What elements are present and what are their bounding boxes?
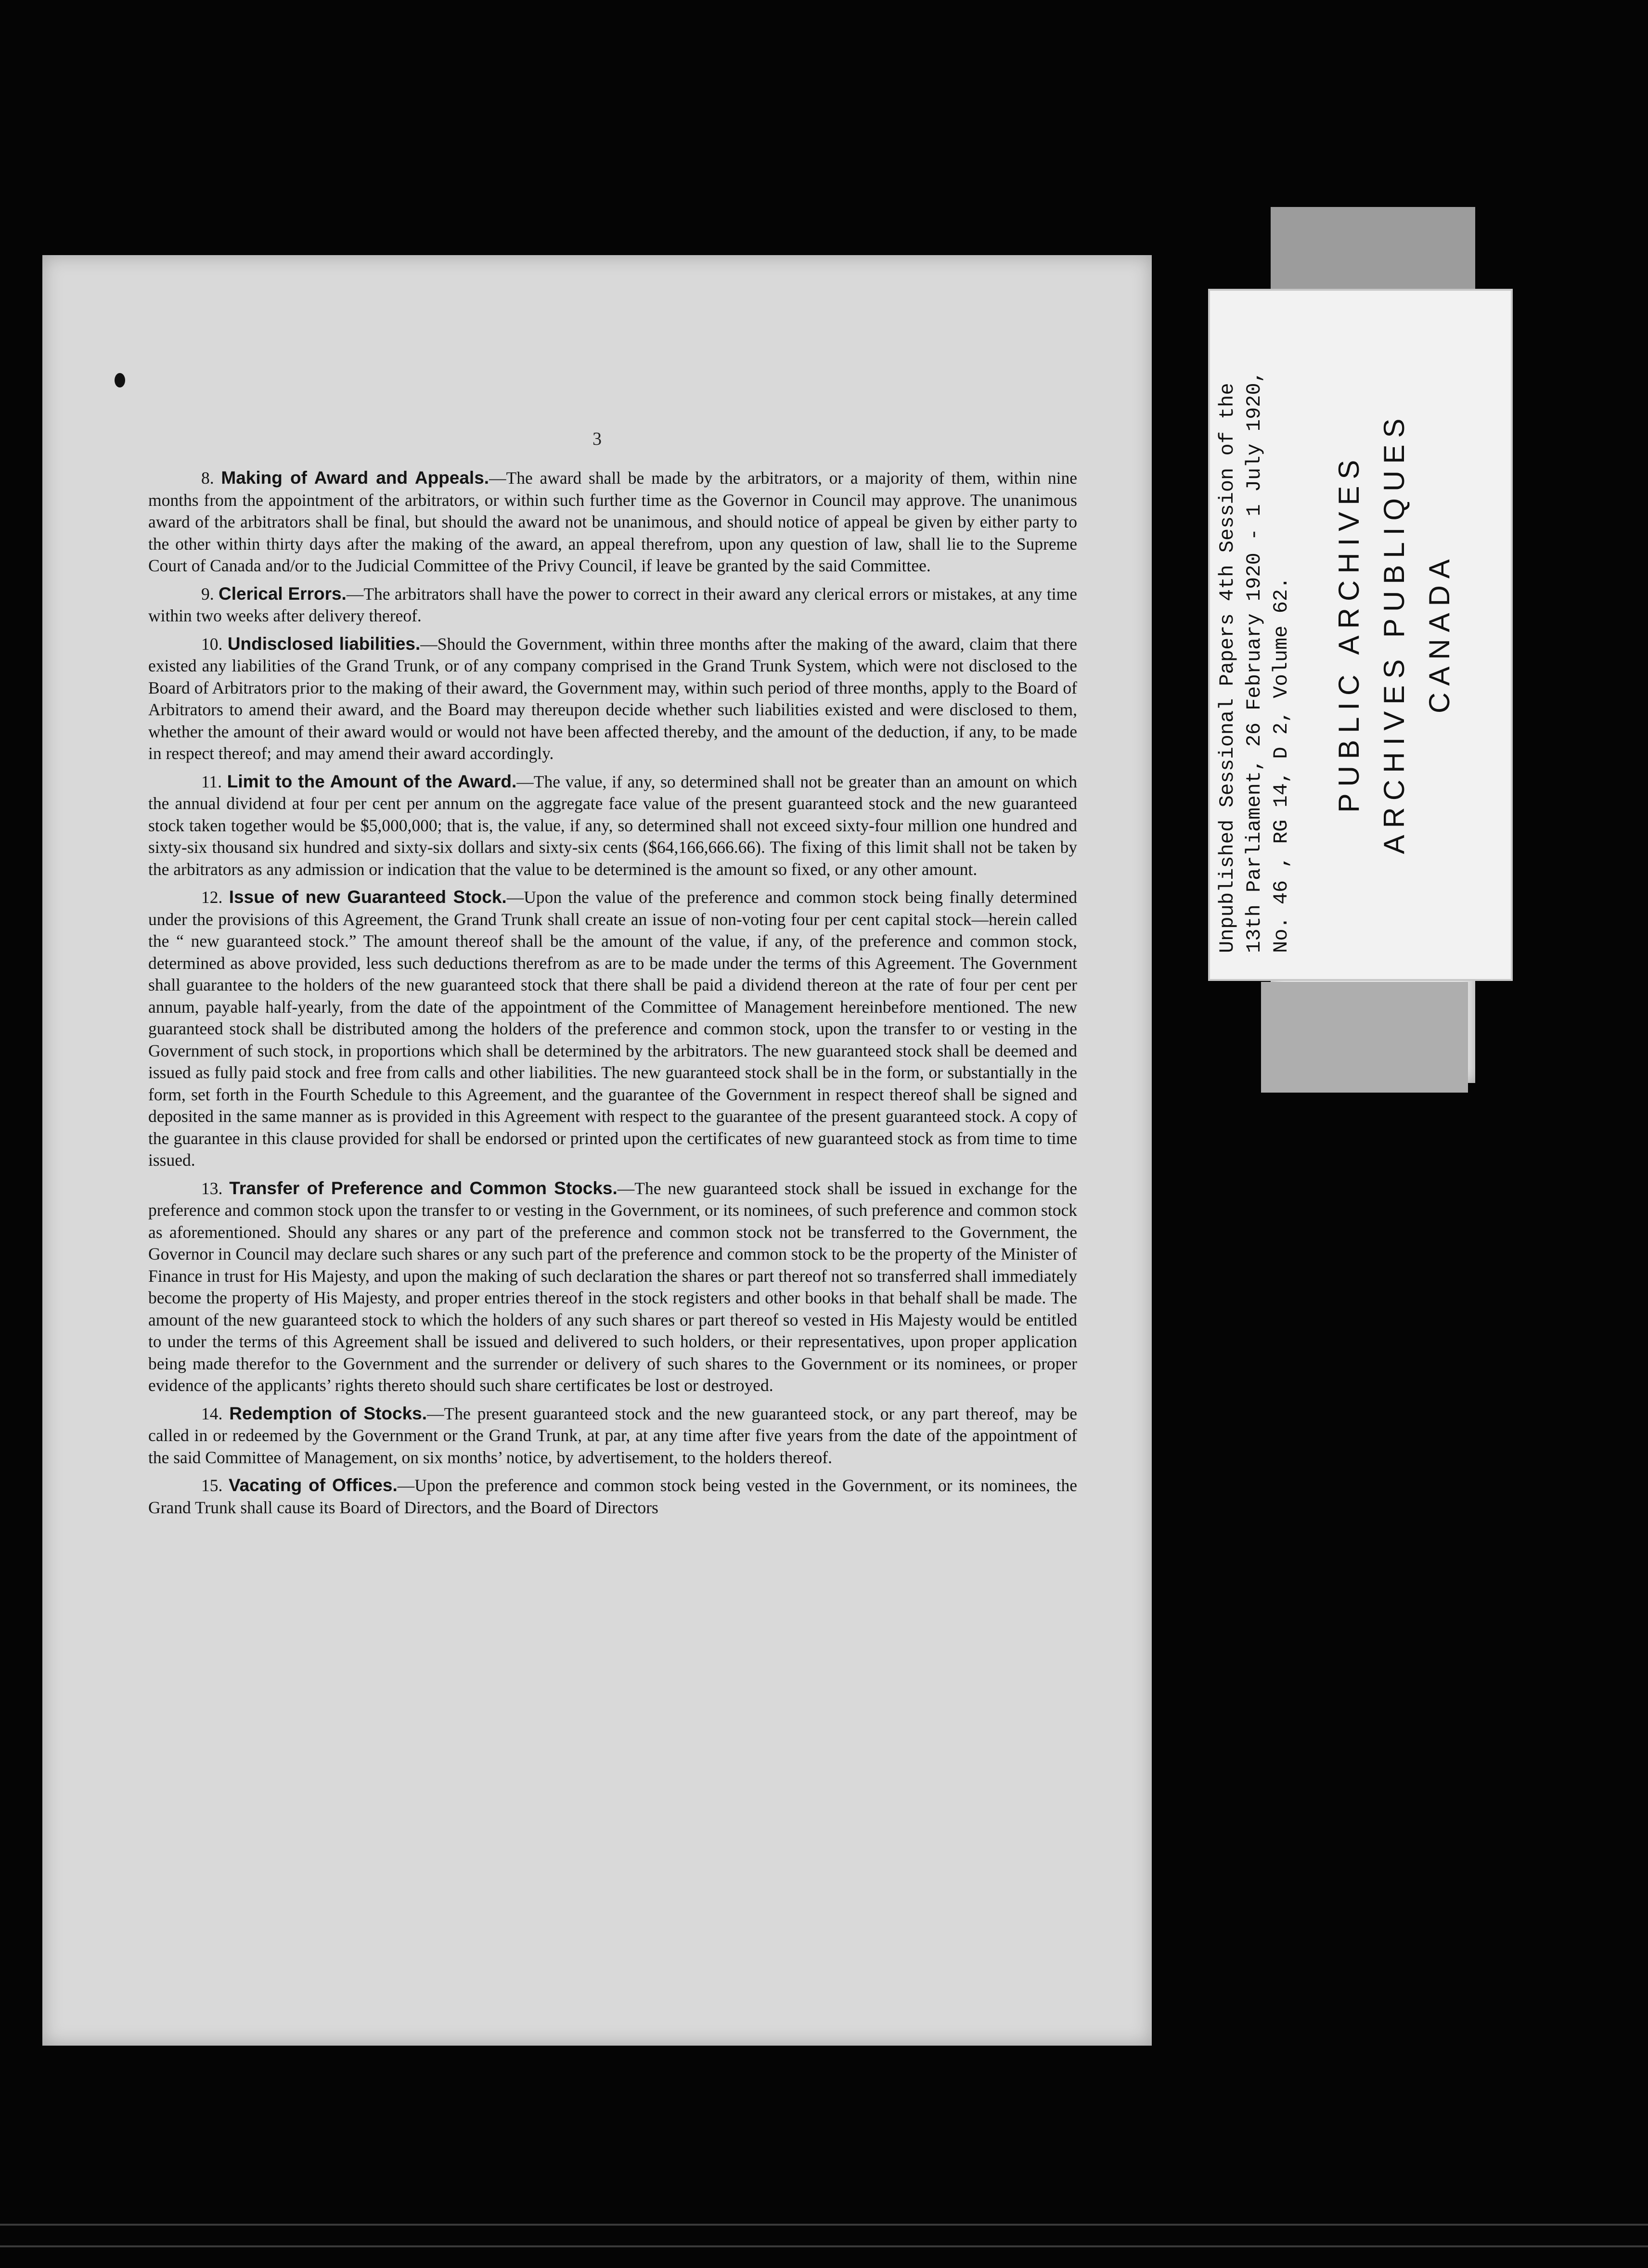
scan-edge-line xyxy=(0,2245,1648,2247)
clause-text: —The arbitrators shall have the power to correct in their award any clerical errors or mistakes, at any time within two weeks after delivery thereof. xyxy=(148,584,1078,625)
clause-8 xyxy=(148,467,1077,577)
clause-heading: Vacating of Offices. xyxy=(228,1475,398,1495)
clause-heading: Clerical Errors. xyxy=(219,583,347,604)
clause-number: 13. xyxy=(201,1178,223,1198)
clause-text: —Upon the value of the preference and common stock being finally determined under the provisions of this Agreement, the Grand Trunk shall create an issue of non-voting four per cent capital stock—herein called the “ new guaranteed stock.” The amount thereof shall be the amount of the value, if any, of the preference and common stock, determined as above provided, less such deductions therefrom as are to be made under the terms of this Agreement. The Government shall guarantee to the holders of the new guaranteed stock that there shall be paid a dividend thereon at the rate of four per cent per annum, payable half-yearly, from the date of the appointment of the Committee of Management hereinbefore mentioned. The new guaranteed stock shall be distributed among the holders of the preference and common stock, upon the transfer to or vesting in the Government of such stock, in proportions which shall be determined by the arbitrators. The new guaranteed stock shall be deemed and issued as fully paid stock and free from calls and other liabilities. The new guaranteed stock shall be in the form, or substantially in the form, set forth in the Fourth Schedule to this Agreement, and the guarantee of the Government in respect thereof shall be signed and deposited in the same manner as is provided in this Agreement with respect to the guarantee of the present guaranteed stock. A copy of the guarantee in this clause provided for shall be endorsed or printed upon the certificates of new guaranteed stock as from time to time issued. xyxy=(148,888,1078,1170)
archive-stamp-line-3: CANADA xyxy=(1423,552,1455,714)
archive-stamp xyxy=(1326,313,1462,953)
archive-stamp-line-1: PUBLIC ARCHIVES xyxy=(1333,453,1365,813)
clause-number: 8. xyxy=(201,468,214,488)
scan-edge-line xyxy=(0,2224,1648,2226)
clause-heading: Making of Award and Appeals. xyxy=(221,468,489,488)
clause-text: —The value, if any, so determined shall not be greater than an amount on which the annual dividend at four per cent per annum on the aggregate face value of the present guaranteed stock and the new guaranteed stock taken together would be $5,000,000; that is, the value, if any, so determined shall not exceed sixty-four million one hundred and sixty-six thousand six hundred and sixty-six dollars and sixty-six cents ($64,166,666.66). The fixing of this limit shall not be taken by the arbitrators as any admission or indication that the value to be determined is the amount so fixed, or any other amount. xyxy=(148,772,1078,879)
clause-heading: Transfer of Preference and Common Stocks. xyxy=(229,1178,618,1198)
clause-number: 11. xyxy=(201,772,222,791)
archive-tab-bottom xyxy=(1261,982,1468,1093)
clause-14 xyxy=(148,1403,1077,1469)
clause-12 xyxy=(148,886,1077,1172)
page-number: 3 xyxy=(592,429,602,449)
document-page xyxy=(42,255,1152,2046)
clause-text: —The new guaranteed stock shall be issued in exchange for the preference and common stock upon the transfer to or vesting in the Government, or its nominees, of such preference and common stock as aforementioned. Should any shares or any part of the preference and common stock not be transferred to the Government, the Governor in Council may declare such shares or any such part of the preference and common stock to be the property of the Minister of Finance in trust for His Majesty, and upon the making of such declaration the shares or part thereof not so transferred shall immediately become the property of His Majesty, and proper entries thereof in the stock registers and other books in that behalf shall be made. The amount of the new guaranteed stock to which the holders of any such shares or part thereof so vested in His Majesty would be entitled to under the terms of this Agreement shall be issued and delivered to such holders, or their representatives, upon proper application being made therefor to the Government and the surrender or delivery of such shares to the Government or its nominees, or proper evidence of the applicants’ rights thereto should such share certificates be lost or destroyed. xyxy=(148,1178,1077,1395)
clause-number: 9. xyxy=(201,584,214,604)
clause-9 xyxy=(148,583,1077,627)
clause-heading: Redemption of Stocks. xyxy=(229,1403,427,1423)
clause-heading: Undisclosed liabilities. xyxy=(227,633,421,654)
clause-text: —Should the Government, within three months after the making of the award, claim that there existed any liabilities of the Grand Trunk, or of any company comprised in the Grand Trunk System, which were not disclosed to the Board of Arbitrators prior to the making of their award, the Government may, within such period of three months, apply to the Board of Arbitrators to amend their award, and the Board may thereupon decide whether such liabilities existed and were disclosed to them, whether the amount of their award would or would not have been affected thereby, and the amount of the deduction, if any, to be made in respect thereof; and may amend their award accordingly. xyxy=(148,634,1078,763)
clause-15 xyxy=(148,1474,1077,1519)
document-body xyxy=(148,467,1077,1524)
clause-text: —Upon the preference and common stock being vested in the Government, or its nominees, the Grand Trunk shall cause its Board of Directors, and the Board of Directors xyxy=(148,1476,1077,1517)
archive-stamp-line-2: ARCHIVES PUBLIQUES xyxy=(1378,412,1410,854)
clause-number: 14. xyxy=(201,1404,223,1423)
archive-label xyxy=(1214,313,1503,953)
archive-tab-top xyxy=(1271,207,1475,294)
clause-number: 12. xyxy=(201,888,223,907)
archive-label-line-3: No. 46 , RG 14, D 2, Volume 62. xyxy=(1270,577,1293,953)
archive-label-line-1: Unpublished Sessional Papers 4th Session of the xyxy=(1216,383,1239,953)
archive-label-line-2: 13th Parliament, 26 February 1920 - 1 July 1920, xyxy=(1243,371,1266,953)
clause-10 xyxy=(148,633,1077,765)
punch-mark xyxy=(115,373,125,387)
clause-text: —The present guaranteed stock and the new guaranteed stock, or any part thereof, may be called in or redeemed by the Government or the Grand Trunk, at par, at any time after five years from the date of the appointment of the said Committee of Management, on six months’ notice, by advertisement, to the holders thereof. xyxy=(148,1404,1077,1467)
clause-text: —The award shall be made by the arbitrators, or a majority of them, within nine months from the appointment of the arbitrators, or within such further time as the Governor in Council may approve. The unanimous award of the arbitrators shall be final, but should the award not be unanimous, and should notice of appeal be given by either party to the other within thirty days after the making of the award, an appeal therefrom, upon any question of law, shall lie to the Supreme Court of Canada and/or to the Judicial Committee of the Privy Council, if leave be granted by the said Committee. xyxy=(148,468,1078,575)
clause-heading: Issue of new Guaranteed Stock. xyxy=(229,887,507,907)
clause-heading: Limit to the Amount of the Award. xyxy=(227,771,517,791)
clause-13 xyxy=(148,1177,1077,1397)
clause-11 xyxy=(148,771,1077,881)
clause-number: 15. xyxy=(201,1476,223,1495)
clause-number: 10. xyxy=(201,634,223,654)
